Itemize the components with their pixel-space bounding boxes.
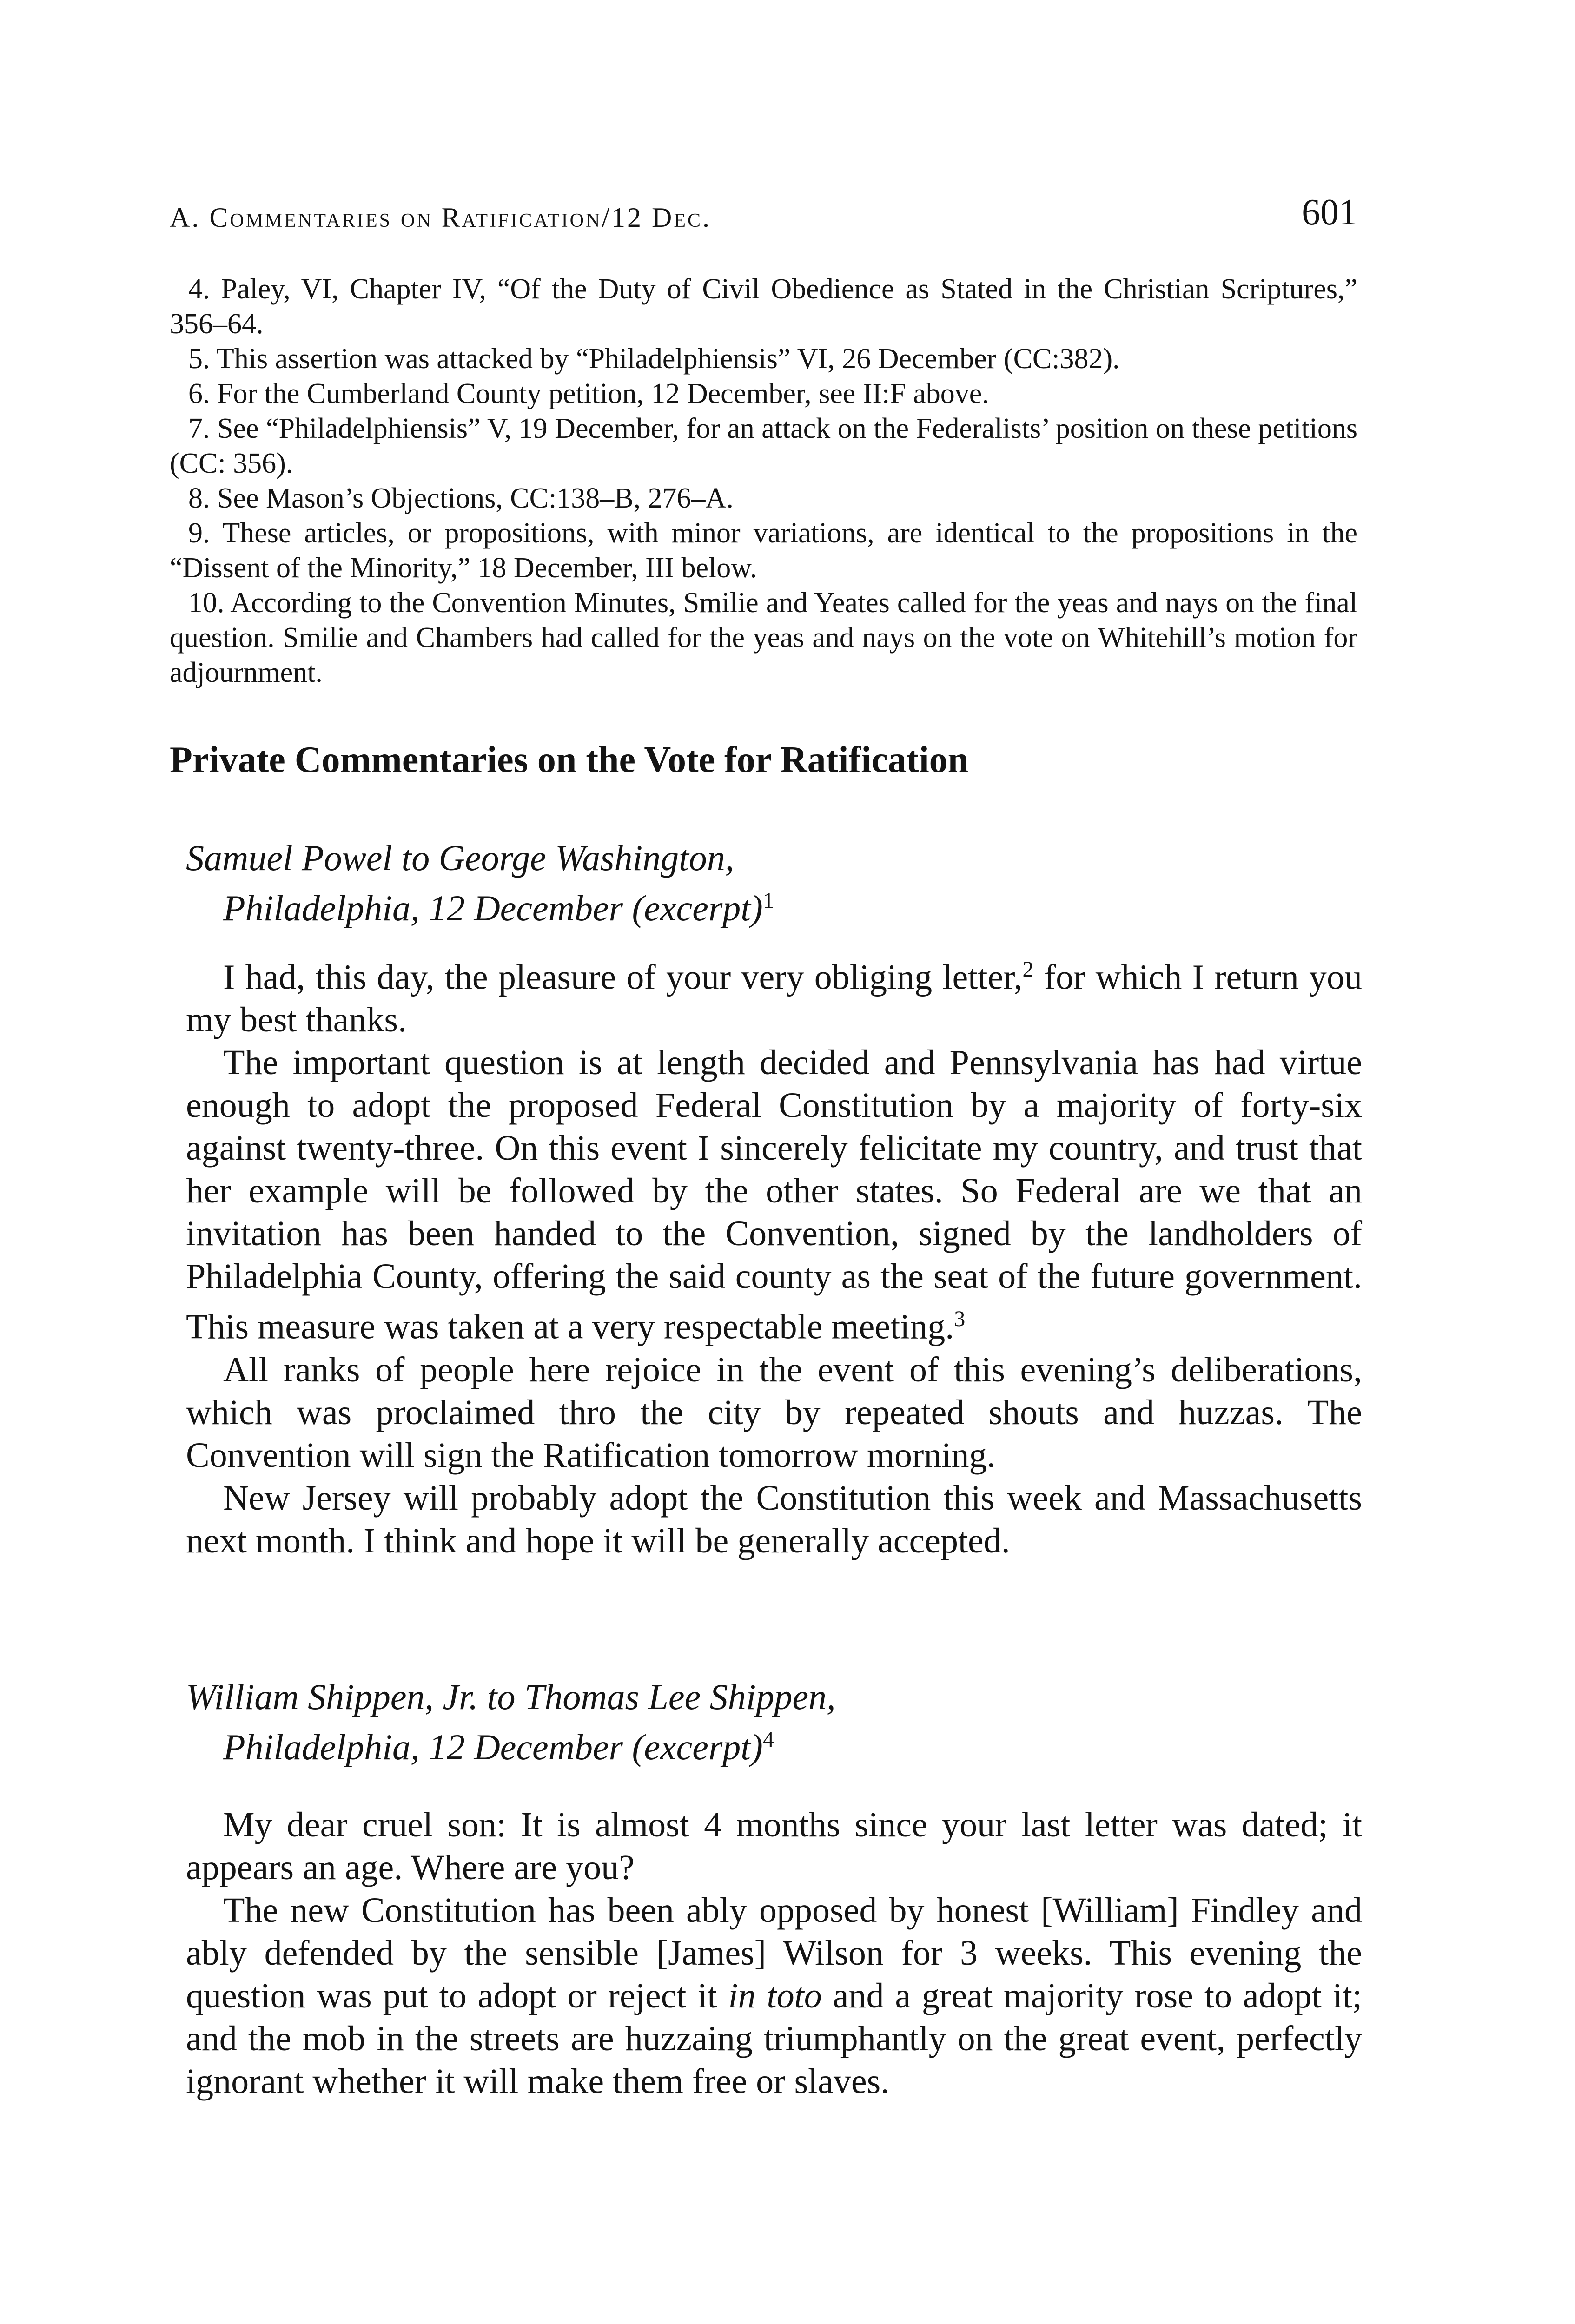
paragraph: New Jersey will probably adopt the Constitution this week and Massachusetts next month. I think and hope it will be generally accepted. <box>186 1478 1362 1560</box>
footnote-ref: 4 <box>762 1727 774 1752</box>
footnote-ref: 2 <box>1022 957 1034 982</box>
endnote-4: 4. Paley, VI, Chapter IV, “Of the Duty of Civil Obedience as Stated in the Christian Scriptures,” 356–64. <box>170 273 1357 340</box>
endnote-6: 6. For the Cumberland County petition, 12 December, see II:F above. <box>188 378 989 409</box>
letter-heading-line2: Philadelphia, 12 December (excerpt)$^1$ <box>223 888 774 928</box>
letter-heading-line2: Philadelphia, 12 December (excerpt)$^4$ <box>223 1727 774 1767</box>
letter-body-shippen <box>186 1803 1362 2103</box>
endnote-8: 8. See Mason’s Objections, CC:138–B, 276–A. <box>188 482 734 514</box>
endnote-7: 7. See “Philadelphiensis” V, 19 December, for an attack on the Federalists’ position on these petitions (CC: 356). <box>170 413 1357 479</box>
endnote-5: 5. This assertion was attacked by “Philadelphiensis” VI, 26 December (CC:382). <box>188 343 1120 375</box>
letter-body-powel <box>186 948 1362 1562</box>
letter-heading-line1: William Shippen, Jr. to Thomas Lee Shippen, <box>186 1677 836 1717</box>
endnote-9: 9. These articles, or propositions, with minor variations, are identical to the propositions in the “Dissent of the Minority,” 18 December, III below. <box>170 517 1357 584</box>
paragraph: The important question is at length decided and Pennsylvania has had virtue enough to adopt the proposed Federal Constitution by a majority of forty-six against twenty-three. On this event I sincerely felicitate my country, and trust that her example will be followed by the other states. So Federal are we that an invitation has been handed to the Convention, signed by the landholders of Philadelphia County, offering the said county as the seat of the future government. This measure was taken at a very respectable meeting.$^3$ <box>186 1043 1362 1347</box>
letter-heading-shippen <box>186 1676 1357 1769</box>
paragraph: All ranks of people here rejoice in the event of this evening’s deliberations, which was proclaimed thro the city by repeated shouts and huzzas. The Convention will sign the Ratification tomorrow morning. <box>186 1350 1362 1475</box>
running-head <box>170 191 1357 247</box>
endnotes <box>170 272 1357 690</box>
letter-heading-line1: Samuel Powel to George Washington, <box>186 838 735 878</box>
footnote-ref: 3 <box>954 1307 966 1332</box>
paragraph: I had, this day, the pleasure of your very obliging letter,$^2$ for which I return you my best thanks. <box>186 957 1362 1040</box>
running-head-title: A. Commentaries on Ratification/12 Dec. <box>170 202 711 233</box>
letter-heading-powel <box>186 837 1357 930</box>
paragraph: My dear cruel son: It is almost 4 months since your last letter was dated; it appears an age. Where are you? <box>186 1805 1362 1887</box>
footnote-ref: 1 <box>762 888 774 913</box>
endnote-10: 10. According to the Convention Minutes, Smilie and Yeates called for the yeas and nays on the final question. Smilie and Chambers had called for the yeas and nays on the vote on Whitehill’s motion for adjournment. <box>170 587 1357 688</box>
page-number: 601 <box>1302 192 1357 233</box>
section-title: Private Commentaries on the Vote for Ratification <box>170 739 969 780</box>
paragraph: The new Constitution has been ably opposed by honest [William] Findley and ably defended by the sensible [James] Wilson for 3 weeks. This evening the question was put to adopt or reject it in toto and a great majority rose to adopt it; and the mob in the streets are huzzaing triumphantly on the great event, perfectly ignorant whether it will make them free or slaves. <box>186 1891 1362 2101</box>
